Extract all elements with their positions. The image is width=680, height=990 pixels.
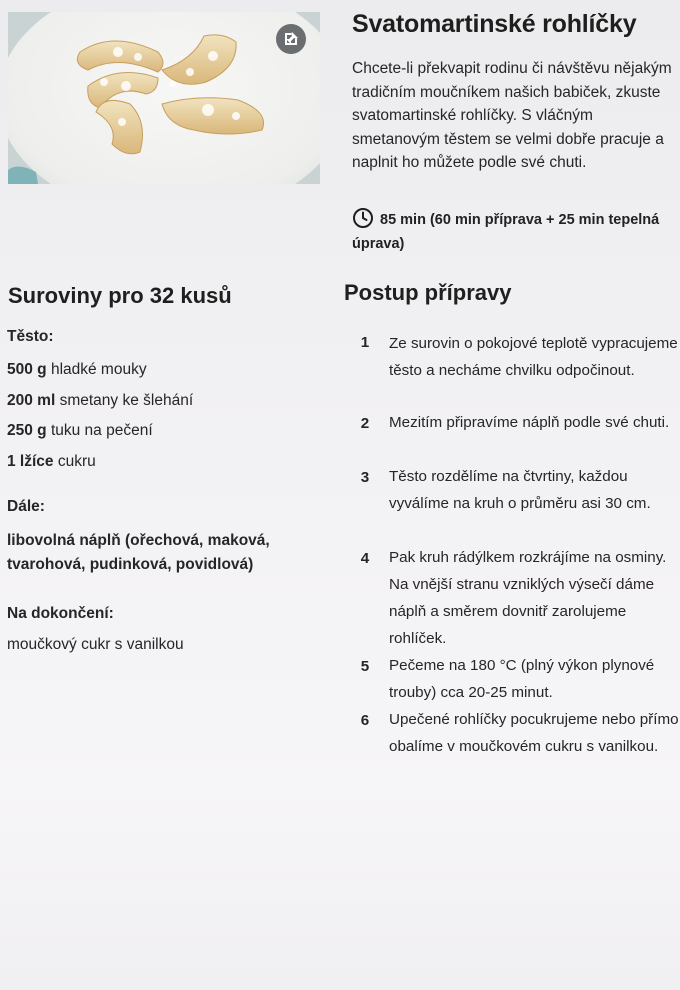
ingredient-item: 250 g tuku na pečení	[7, 422, 153, 439]
step-text: Ze surovin o pokojové teplotě vypracujeme těsto a necháme chvilku odpočinout.	[389, 335, 678, 379]
step-text: Pečeme na 180 °C (plný výkon plynové trouby) cca 20-25 minut.	[389, 657, 655, 701]
step-text: Upečené rohlíčky pocukrujeme nebo přímo obalíme v moučkovém cukru s vanilkou.	[389, 711, 679, 755]
cooking-time-text: 85 min (60 min příprava + 25 min tepelná úprava)	[352, 212, 660, 252]
step-number: 3	[360, 469, 370, 486]
step-number: 2	[360, 415, 370, 432]
finish-text: moučkový cukr s vanilkou	[7, 636, 184, 653]
recipe-intro: Chcete-li překvapit rodinu či návštěvu nějakým tradičním moučníkem našich babiček, zkuste svatomartinské rohlíčky. S vláčným smetanovým těstem se velmi dobře pracuje a naplnit ho můžete podle své chuti.	[352, 60, 672, 171]
step-text: Těsto rozdělíme na čtvrtiny, každou vyválíme na kruh o průměru asi 30 cm.	[389, 468, 651, 512]
recipe-photo	[8, 12, 320, 184]
pin-icon[interactable]	[276, 24, 306, 54]
ingredient-item: 1 lžíce cukru	[7, 452, 96, 470]
step-number: 4	[360, 550, 370, 567]
step-text: Pak kruh rádýlkem rozkrájíme na osminy. Na vnější stranu vzniklých výsečí dáme náplň a směrem dovnitř zarolujeme rohlíček.	[389, 549, 667, 647]
ingredient-item: 200 ml smetany ke šlehání	[7, 391, 194, 409]
cooking-time	[352, 207, 674, 256]
step-number: 5	[360, 658, 370, 675]
finish-label: Na dokončení:	[7, 605, 114, 622]
clock-icon	[352, 207, 374, 229]
dough-label: Těsto:	[7, 328, 54, 345]
step-number: 1	[360, 334, 370, 351]
steps-heading: Postup přípravy	[344, 280, 512, 305]
step-text: Mezitím připravíme náplň podle své chuti.	[389, 414, 670, 431]
recipe-title: Svatomartinské rohlíčky	[352, 10, 637, 38]
ingredients-heading: Suroviny pro 32 kusů	[8, 283, 232, 308]
step-number: 6	[360, 712, 370, 729]
ingredient-item: 500 g hladké mouky	[7, 361, 147, 378]
more-label: Dále:	[7, 498, 45, 515]
filling-text: libovolná náplň (ořechová, maková, tvarohová, pudinková, povidlová)	[7, 532, 270, 573]
